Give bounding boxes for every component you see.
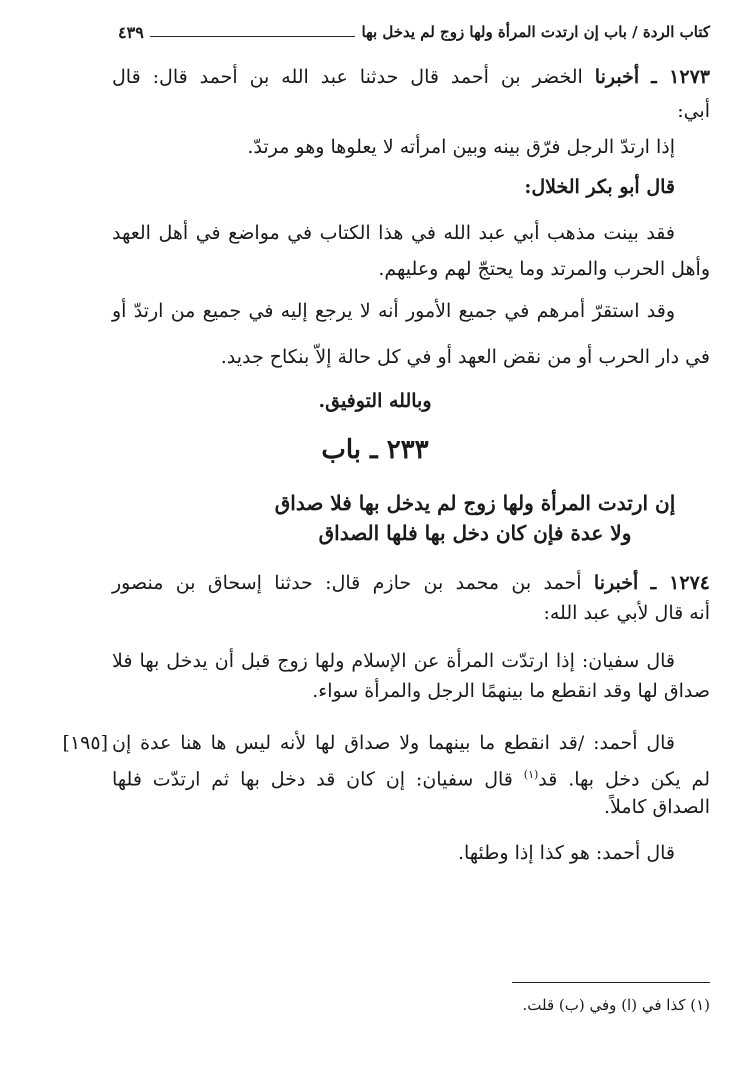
chapter-title-line1: إن ارتدت المرأة ولها زوج لم يدخل بها فلا صداق — [274, 491, 676, 515]
footnote-marker: (١) — [523, 768, 539, 781]
entry-text: أحمد بن محمد بن حازم قال: حدثنا إسحاق بن منصور — [112, 572, 582, 594]
khallal-p1-line2: وأهل الحرب والمرتد وما يحتجّ لهم وعليهم. — [378, 258, 710, 280]
entry-1273-line1 — [112, 62, 710, 92]
ahmad-line2-end: قال سفيان: إن كان قد دخل بها ثم ارتدّت فلها — [112, 768, 513, 791]
entry-1274-line1 — [112, 568, 710, 598]
entry-1273-line2: أبي: — [677, 100, 710, 122]
footnote: (١) كذا في (ا) وفي (ب) قلت. — [522, 996, 710, 1014]
entry-1273-quote: إذا ارتدّ الرجل فرّق بينه وبين امرأته لا يعلوها وهو مرتدّ. — [247, 136, 675, 158]
running-header — [118, 18, 710, 46]
khallal-closing: وبالله التوفيق. — [318, 390, 432, 412]
ahmad-final: قال أحمد: هو كذا إذا وطئها. — [457, 842, 675, 864]
entry-lead: أخبرنا — [594, 66, 640, 88]
sufyan-line2: صداق لها وقد انقطع ما بينهمًا الرجل والمرأة سواء. — [312, 680, 710, 702]
ahmad-line3: الصداق كاملاً. — [604, 796, 710, 818]
footnote-rule — [512, 982, 710, 983]
entry-lead: أخبرنا — [593, 572, 639, 594]
margin-reference: [١٩٥] — [62, 732, 108, 754]
khallal-p1-line1: فقد بينت مذهب أبي عبد الله في هذا الكتاب في مواضع في أهل العهد — [112, 222, 675, 244]
ahmad-line2 — [112, 760, 710, 794]
chapter-number: ٢٣٣ ـ باب — [321, 435, 429, 465]
chapter-title-line2: ولا عدة فإن كان دخل بها فلها الصداق — [318, 521, 632, 545]
header-rule — [150, 36, 356, 37]
entry-1274-line2: أنه قال لأبي عبد الله: — [543, 602, 710, 624]
khallal-p2-line1: وقد استقرّ أمرهم في جميع الأمور أنه لا يرجع إليه في جميع من ارتدّ أو — [112, 300, 675, 322]
entry-text: الخضر بن أحمد قال حدثنا عبد الله بن أحمد قال: قال — [112, 66, 583, 88]
page-number: ٤٣٩ — [118, 22, 144, 42]
ahmad-line2-start: لم يكن دخل بها. قد — [538, 768, 710, 791]
sufyan-line1: قال سفيان: إذا ارتدّت المرأة عن الإسلام ولها زوج قبل أن يدخل بها فلا — [112, 650, 675, 672]
entry-number: ١٢٧٣ ـ — [651, 66, 710, 88]
ahmad-line1: قال أحمد: /قد انقطع ما بينهما ولا صداق لها لأنه ليس ها هنا عدة إن — [112, 732, 675, 754]
khallal-heading: قال أبو بكر الخلال: — [524, 176, 675, 198]
running-title: كتاب الردة / باب إن ارتدت المرأة ولها زوج لم يدخل بها — [361, 23, 710, 41]
khallal-p2-line2: في دار الحرب أو من نقض العهد أو في كل حالة إلاّ بنكاح جديد. — [220, 346, 710, 368]
entry-number: ١٢٧٤ ـ — [650, 572, 710, 594]
